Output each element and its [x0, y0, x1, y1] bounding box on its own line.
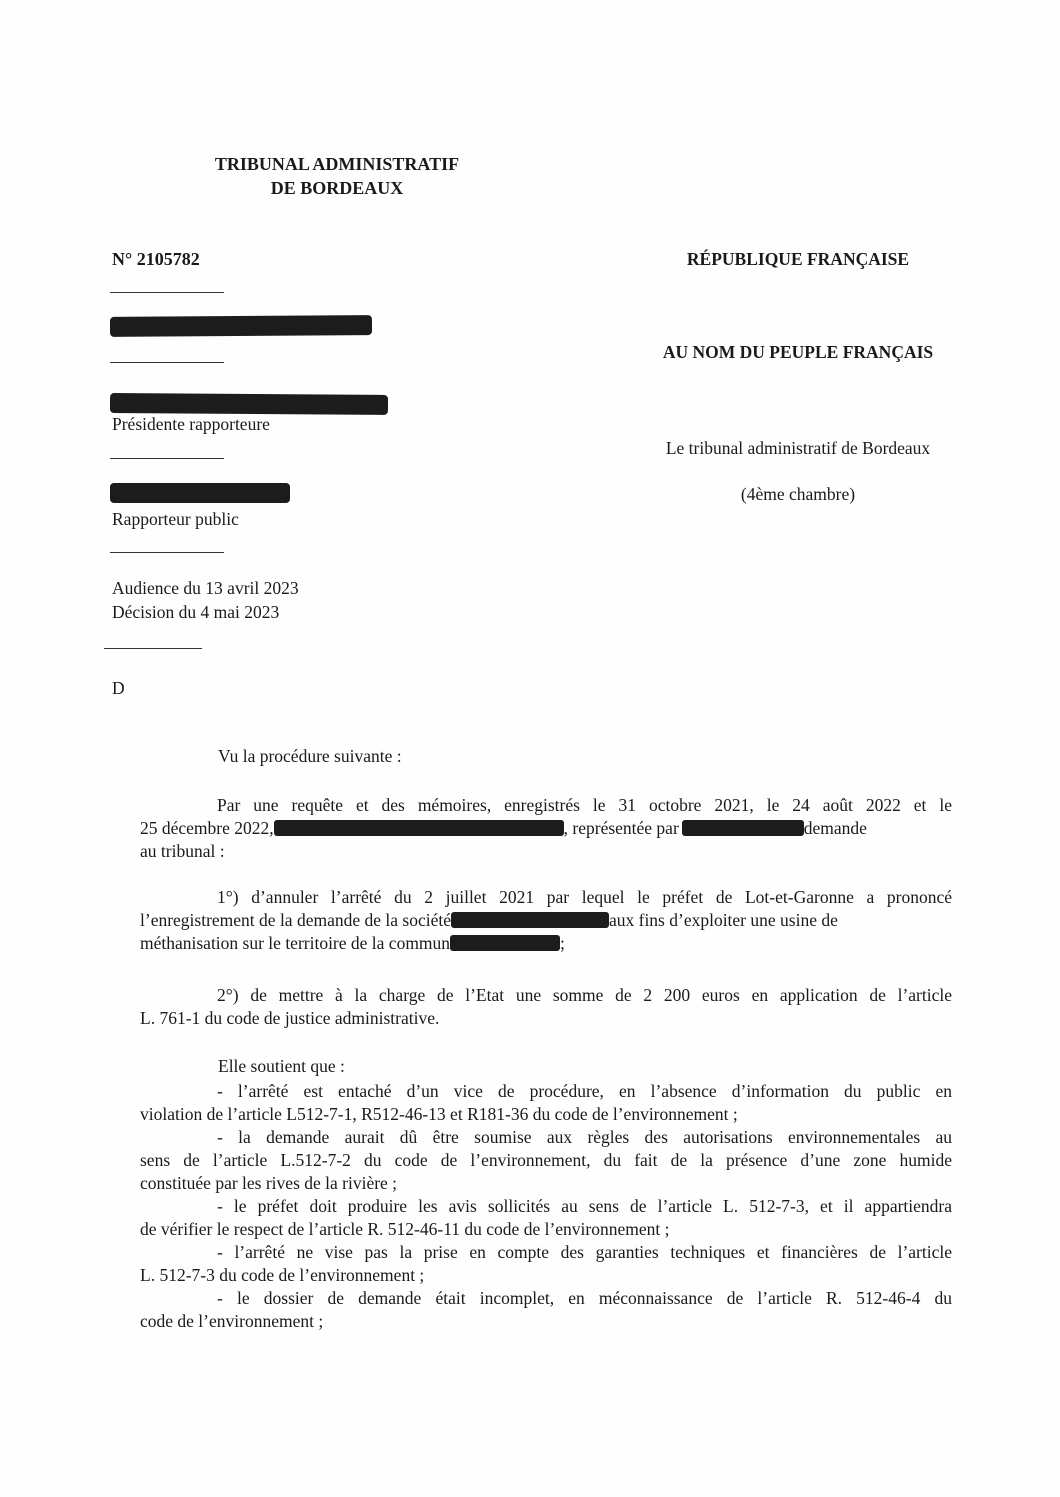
text-fragment: 25 décembre 2022,: [140, 818, 274, 838]
paragraph-conclusion-2: [140, 984, 952, 1030]
list-item: - le préfet doit produire les avis sollicités au sens de l’article L. 512-7-3, et il appartiendra: [217, 1196, 952, 1216]
text-fragment: méthanisation sur le territoire de la commun: [140, 933, 451, 953]
claims-list: [140, 1080, 952, 1333]
separator-rule: [104, 648, 202, 649]
text-line: L. 761-1 du code de justice administrative.: [140, 1008, 440, 1028]
separator-rule: [110, 292, 224, 293]
president-role-label: Présidente rapporteure: [112, 414, 270, 434]
text-fragment: demande: [803, 818, 867, 838]
text-line: au tribunal :: [140, 841, 225, 861]
paragraph-requete: [140, 794, 952, 863]
court-name-line1: TRIBUNAL ADMINISTRATIF: [214, 154, 460, 174]
text-line: 2°) de mettre à la charge de l’Etat une somme de 2 200 euros en application de l’article: [217, 985, 952, 1005]
text-line: sens de l’article L.512-7-2 du code de l’environnement, du fait de la présence d’une zone humide: [140, 1150, 952, 1170]
in-name-heading: AU NOM DU PEUPLE FRANÇAIS: [662, 342, 934, 362]
text-fragment: l’enregistrement de la demande de la société: [140, 910, 451, 930]
court-header: [192, 152, 482, 200]
list-item: - la demande aurait dû être soumise aux règles des autorisations environnementales au: [217, 1127, 952, 1147]
redaction-bar-public-rapporteur: [110, 483, 290, 503]
text-fragment: aux fins d’exploiter une usine de: [608, 910, 838, 930]
text-line: constituée par les rives de la rivière ;: [140, 1173, 398, 1193]
classification-code: D: [112, 678, 125, 698]
redaction-bar-president: [110, 393, 388, 415]
case-number: N° 2105782: [112, 249, 200, 269]
text-line: code de l’environnement ;: [140, 1311, 324, 1331]
text-line: 1°) d’annuler l’arrêté du 2 juillet 2021 par lequel le préfet de Lot-et-Garonne a prononcé: [217, 887, 952, 907]
claims-intro: Elle soutient que :: [218, 1056, 345, 1076]
separator-rule: [110, 458, 224, 459]
text-line: de vérifier le respect de l’article R. 512-46-11 du code de l’environnement ;: [140, 1219, 670, 1239]
public-rapporteur-role-label: Rapporteur public: [112, 509, 239, 529]
text-line: L. 512-7-3 du code de l’environnement ;: [140, 1265, 425, 1285]
hearing-date: Audience du 13 avril 2023: [112, 578, 299, 598]
court-name-line2: DE BORDEAUX: [270, 178, 404, 198]
chamber-line: (4ème chambre): [740, 484, 856, 504]
text-fragment: ;: [560, 933, 565, 953]
separator-rule: [110, 552, 224, 553]
inline-redaction: [682, 820, 804, 836]
text-line: [140, 909, 952, 932]
list-item: - l’arrêté ne vise pas la prise en compte des garanties techniques et financières de l’article: [217, 1242, 952, 1262]
text-line: Par une requête et des mémoires, enregistrés le 31 octobre 2021, le 24 août 2022 et le: [217, 795, 952, 815]
tribunal-line: Le tribunal administratif de Bordeaux: [665, 438, 931, 458]
list-item: - le dossier de demande était incomplet, en méconnaissance de l’article R. 512-46-4 du: [217, 1288, 952, 1308]
list-item: - l’arrêté est entaché d’un vice de procédure, en l’absence d’information du public en: [217, 1081, 952, 1101]
inline-redaction: [450, 935, 560, 951]
paragraph-conclusion-1: [140, 886, 952, 955]
text-line: [140, 932, 952, 955]
separator-rule: [110, 362, 224, 363]
text-line: violation de l’article L512-7-1, R512-46-13 et R181-36 du code de l’environnement ;: [140, 1104, 738, 1124]
procedure-intro: Vu la procédure suivante :: [218, 746, 402, 766]
inline-redaction: [274, 820, 564, 836]
text-line: [140, 817, 952, 840]
text-fragment: , représentée par: [563, 818, 679, 838]
redaction-bar-applicant: [110, 315, 372, 337]
decision-date: Décision du 4 mai 2023: [112, 602, 280, 622]
inline-redaction: [451, 912, 609, 928]
republic-heading: RÉPUBLIQUE FRANÇAISE: [686, 249, 910, 269]
